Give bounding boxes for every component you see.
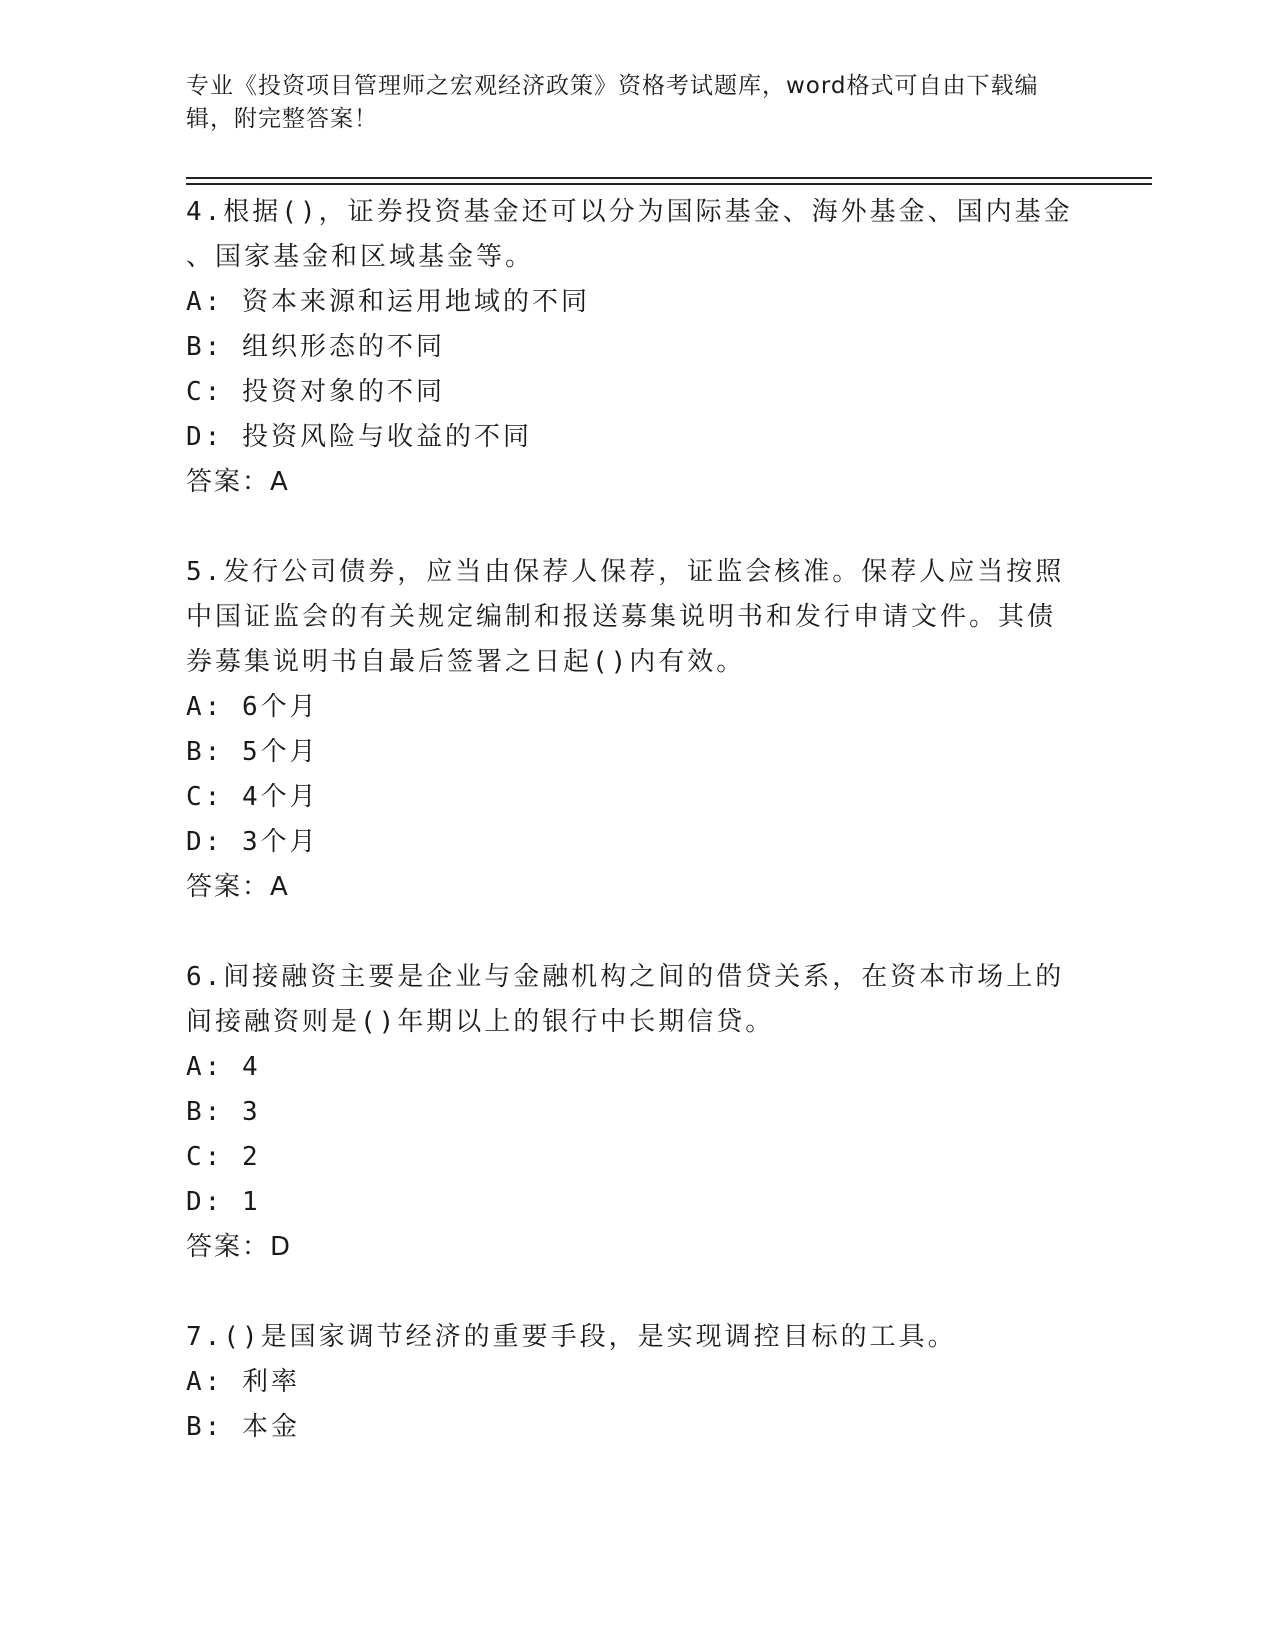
option-c: C: 投资对象的不同 (186, 377, 445, 407)
header-divider-bottom (186, 183, 1152, 185)
option-b: B: 本金 (186, 1412, 300, 1442)
header-line-1: 专业《投资项目管理师之宏观经济政策》资格考试题库，word格式可自由下载编 (186, 73, 1039, 99)
option-c: C: 4个月 (186, 782, 319, 812)
option-c: C: 2 (186, 1142, 261, 1172)
spacer (186, 505, 1086, 550)
option-a: A: 6个月 (186, 692, 319, 722)
question-7 (186, 1315, 1086, 1450)
header-divider-top (186, 177, 1152, 179)
option-a: A: 4 (186, 1052, 261, 1082)
option-b: B: 组织形态的不同 (186, 332, 445, 362)
question-stem-line: 券募集说明书自最后签署之日起()内有效。 (186, 647, 746, 677)
answer-line: 答案：A (186, 872, 290, 902)
question-stem-line: 4.根据()，证券投资基金还可以分为国际基金、海外基金、国内基金 (186, 197, 1073, 227)
option-b: B: 3 (186, 1097, 261, 1127)
question-list (186, 190, 1086, 1450)
question-stem-line: 7.()是国家调节经济的重要手段，是实现调控目标的工具。 (186, 1322, 957, 1352)
spacer (186, 910, 1086, 955)
spacer (186, 1270, 1086, 1315)
question-stem-line: 间接融资则是()年期以上的银行中长期信贷。 (186, 1007, 775, 1037)
option-a: A: 资本来源和运用地域的不同 (186, 287, 590, 317)
question-stem-line: 中国证监会的有关规定编制和报送募集说明书和发行申请文件。其债 (186, 602, 1057, 632)
question-stem-line: 、国家基金和区域基金等。 (186, 242, 535, 272)
option-d: D: 1 (186, 1187, 261, 1217)
question-stem-line: 6.间接融资主要是企业与金融机构之间的借贷关系，在资本市场上的 (186, 962, 1065, 992)
option-a: A: 利率 (186, 1367, 300, 1397)
question-6 (186, 955, 1086, 1270)
option-d: D: 投资风险与收益的不同 (186, 422, 532, 452)
option-d: D: 3个月 (186, 827, 319, 857)
question-stem-line: 5.发行公司债券，应当由保荐人保荐，证监会核准。保荐人应当按照 (186, 557, 1065, 587)
option-b: B: 5个月 (186, 737, 319, 767)
question-4 (186, 190, 1086, 505)
header-line-2: 辑，附完整答案！ (186, 106, 378, 132)
answer-line: 答案：D (186, 1232, 293, 1262)
question-5 (186, 550, 1086, 910)
answer-line: 答案：A (186, 467, 290, 497)
document-header (186, 70, 1066, 136)
